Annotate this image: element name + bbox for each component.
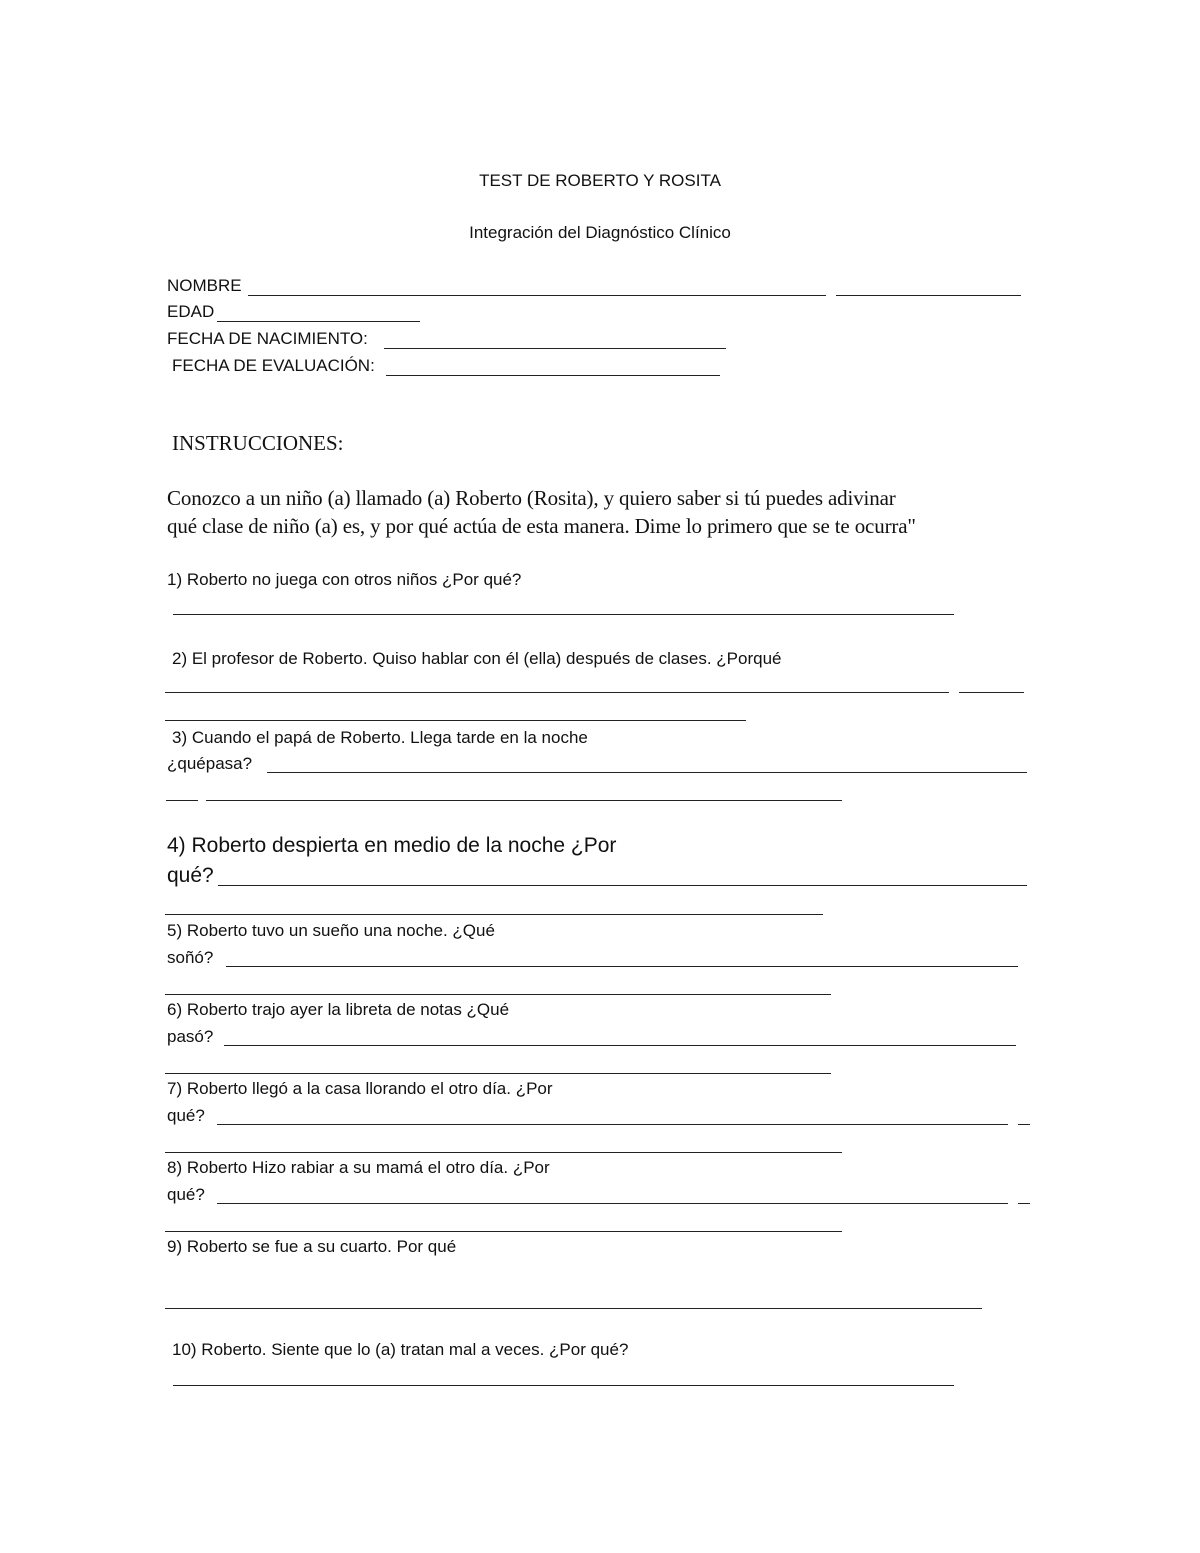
age-label: EDAD	[167, 302, 215, 321]
birth-date-label: FECHA DE NACIMIENTO:	[167, 329, 368, 348]
document-title: TEST DE ROBERTO Y ROSITA	[479, 171, 721, 190]
question-7-line-1: 7) Roberto llegó a la casa llorando el otro día. ¿Por	[167, 1079, 553, 1098]
answer-line-q8-a[interactable]	[217, 1203, 1008, 1204]
question-1: 1) Roberto no juega con otros niños ¿Por qué?	[167, 570, 522, 589]
answer-line-q2-b[interactable]	[959, 692, 1024, 693]
answer-line-q7-c[interactable]	[165, 1152, 842, 1153]
question-7-line-2: qué?	[167, 1106, 205, 1125]
question-2: 2) El profesor de Roberto. Quiso hablar con él (ella) después de clases. ¿Porqué	[172, 649, 782, 668]
answer-line-q9[interactable]	[165, 1308, 982, 1309]
answer-line-q5-b[interactable]	[165, 994, 831, 995]
name-label: NOMBRE	[167, 276, 242, 295]
question-4-line-2: qué?	[167, 864, 214, 887]
eval-date-line[interactable]	[386, 375, 720, 376]
question-3-line-1: 3) Cuando el papá de Roberto. Llega tarde en la noche	[172, 728, 588, 747]
question-6-line-1: 6) Roberto trajo ayer la libreta de notas ¿Qué	[167, 1000, 510, 1019]
answer-line-q7-a[interactable]	[217, 1124, 1008, 1125]
eval-date-label: FECHA DE EVALUACIÓN:	[172, 356, 375, 375]
question-6-line-2: pasó?	[167, 1027, 214, 1046]
answer-line-q8-c[interactable]	[165, 1231, 842, 1232]
name-line-extra[interactable]	[836, 295, 1021, 296]
question-5-line-1: 5) Roberto tuvo un sueño una noche. ¿Qué	[167, 921, 495, 940]
question-8-line-1: 8) Roberto Hizo rabiar a su mamá el otro día. ¿Por	[167, 1158, 550, 1177]
answer-line-q10[interactable]	[173, 1385, 954, 1386]
answer-line-q6-b[interactable]	[165, 1073, 831, 1074]
age-line[interactable]	[217, 321, 420, 322]
answer-line-q4-a[interactable]	[218, 885, 1027, 886]
answer-line-q8-b[interactable]	[1018, 1203, 1030, 1204]
answer-line-q3-b[interactable]	[166, 800, 198, 801]
question-10: 10) Roberto. Siente que lo (a) tratan mal a veces. ¿Por qué?	[172, 1340, 629, 1359]
instructions-heading: INSTRUCCIONES:	[172, 431, 344, 455]
answer-line-q4-b[interactable]	[165, 914, 823, 915]
answer-line-q3-a[interactable]	[267, 772, 1027, 773]
instructions-line-1: Conozco a un niño (a) llamado (a) Roberto (Rosita), y quiero saber si tú puedes adivinar	[167, 486, 896, 510]
question-4-line-1: 4) Roberto despierta en medio de la noche ¿Por	[167, 834, 617, 857]
answer-line-q1[interactable]	[173, 614, 954, 615]
question-3-line-2: ¿quépasa?	[167, 754, 253, 773]
question-9: 9) Roberto se fue a su cuarto. Por qué	[167, 1237, 457, 1256]
document-subtitle: Integración del Diagnóstico Clínico	[469, 223, 731, 242]
question-5-line-2: soñó?	[167, 948, 214, 967]
name-line[interactable]	[248, 295, 826, 296]
answer-line-q7-b[interactable]	[1018, 1124, 1030, 1125]
question-8-line-2: qué?	[167, 1185, 205, 1204]
answer-line-q2-c[interactable]	[165, 720, 746, 721]
answer-line-q2-a[interactable]	[165, 692, 949, 693]
answer-line-q6-a[interactable]	[224, 1045, 1016, 1046]
birth-date-line[interactable]	[384, 348, 726, 349]
answer-line-q3-c[interactable]	[206, 800, 842, 801]
instructions-line-2: qué clase de niño (a) es, y por qué actúa de esta manera. Dime lo primero que se te ocurra"	[167, 514, 916, 538]
answer-line-q5-a[interactable]	[226, 966, 1018, 967]
